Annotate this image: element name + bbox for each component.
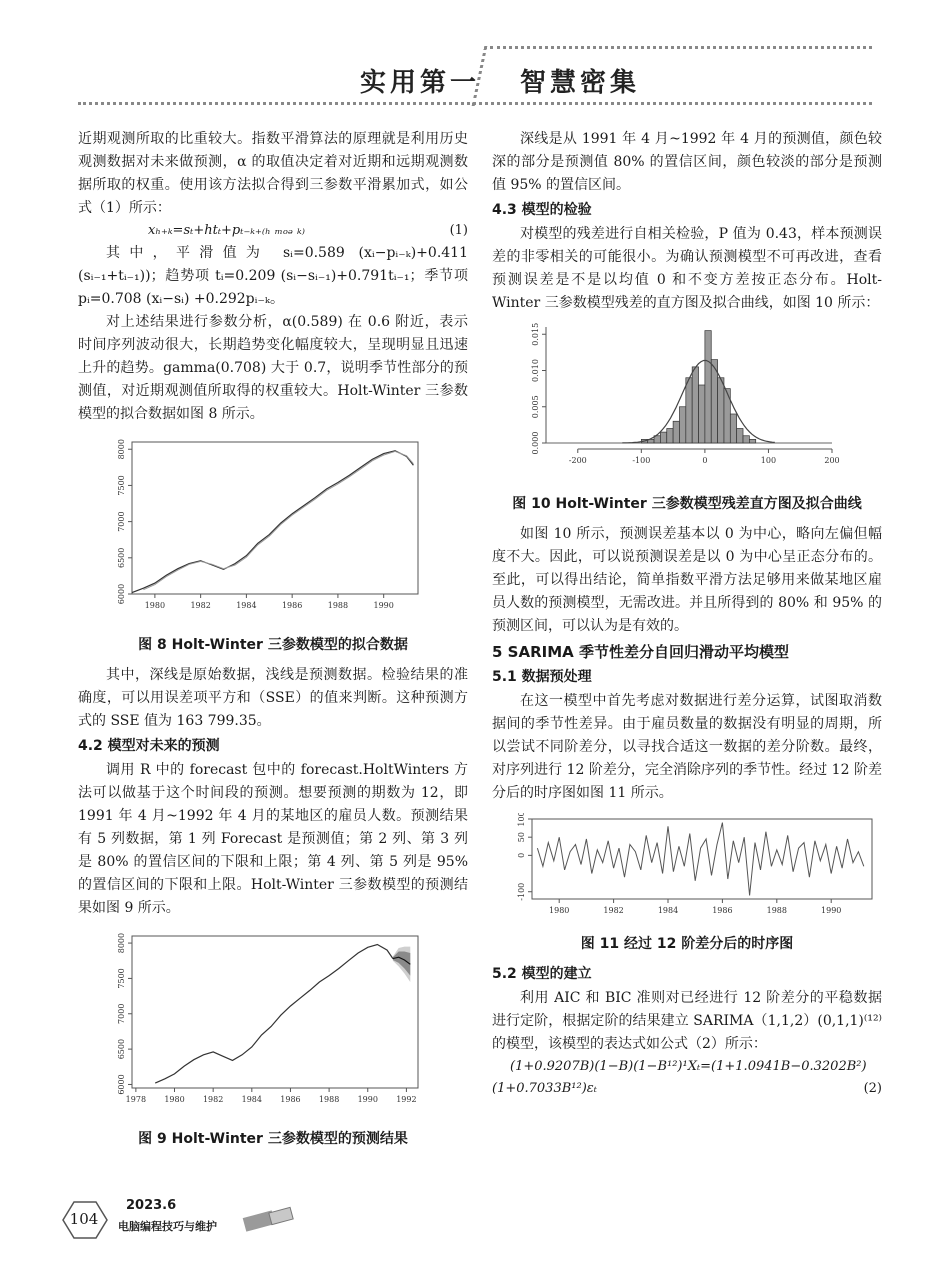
histogram-bar [679,407,685,443]
header-rule-top [490,46,872,49]
y-tick-label: 7000 [117,1003,126,1024]
y-tick-label: 50 [517,832,526,843]
y-tick-label: 7500 [117,968,126,989]
y-tick-label: 6000 [117,583,126,605]
histogram-bar [673,421,679,443]
x-tick-label: 1986 [281,601,303,610]
slogan-right: 智慧密集 [520,68,641,98]
y-tick-label: 100 [517,813,526,827]
histogram-bar [730,414,736,443]
journal-name: 电脑编程技巧与维护 [118,1220,217,1233]
y-tick-label: 0 [517,852,526,858]
figure-8 [78,434,468,658]
x-tick-label: 1980 [164,1095,185,1104]
y-tick-label: -100 [517,882,526,901]
x-tick-label: 1990 [357,1095,378,1104]
formula-1 [78,220,468,242]
journal-slogan [360,62,640,99]
x-tick-label: 1988 [327,601,349,610]
figure-9 [78,928,468,1152]
paragraph: 利用 AIC 和 BIC 准则对已经进行 12 阶差分的平稳数据进行定阶，根据定阶的结果建立 SARIMA（1,1,2）(0,1,1)⁽¹²⁾的模型，该模型的表达式如公式（2）所示： [492,990,882,1052]
y-tick-label: 6500 [117,1038,126,1060]
histogram-bar [737,429,743,444]
y-tick-label: 0.000 [531,431,540,455]
histogram-bar [660,432,666,443]
formula-2-line2 [492,1078,882,1100]
x-tick-label: 1990 [821,906,842,915]
slogan-left: 实用第一 [360,68,481,98]
x-tick-label: 1988 [766,906,787,915]
x-tick-label: 1978 [125,1095,147,1104]
x-tick-label: 1982 [603,906,624,915]
y-tick-label: 7500 [117,475,126,496]
page-header [0,0,950,120]
x-tick-label: 1984 [657,906,679,915]
x-tick-label: 1984 [236,601,257,610]
paragraph: 对模型的残差进行自相关检验，P 值为 0.43，样本预测误差的非零相关的可能很小。为确认预测模型不可再改进，查看预测误差是不是以均值 0 和不变方差按正态分布。Holt-Winter 三参数模型残差的直方图及拟合曲线，如图 10 所示： [492,226,882,311]
series-original-line [132,451,413,593]
x-tick-label: 100 [760,456,777,465]
x-tick-label: -100 [632,456,651,465]
right-column [492,128,882,1100]
formula-number: (1) [449,223,468,238]
paragraph: 近期观测所取的比重较大。指数平滑算法的原理就是利用历史观测数据对未来做预测，α 的取值决定着对近期和远期观测数据所取的权重。使用该方法拟合得到三参数平滑累加式，如公式（1）所示： [78,131,468,216]
x-tick-label: 0 [702,456,708,465]
paragraph: 对上述结果进行参数分析，α(0.589) 在 0.6 附近，表示时间序列波动很大，长期趋势变化幅度较大，呈现明显且迅速上升的趋势。gamma(0.708) 大于 0.7，说明季节性部分的预测值，对近期观测值所取得的权重较大。Holt-Winter 三参数模型的拟合数据如图 8 所示。 [78,314,468,422]
figure-caption: 图 11 经过 12 阶差分后的时序图 [580,936,794,952]
figure-11 [492,813,882,957]
paragraph: 如图 10 所示，预测误差基本以 0 为中心，略向左偏但幅度不大。因此，可以说预测误差是以 0 为中心呈正态分布的。至此，可以得出结论，简单指数平滑方法足够用来做某地区雇员人数的预测模型，无需改进。并且所得到的 80% 和 95% 的预测区间，可以认为是有效的。 [492,526,882,634]
fig8-chart [78,434,468,624]
x-tick-label: 1980 [144,601,166,610]
y-tick-label: 8000 [117,439,126,460]
x-tick-label: 1988 [318,1095,340,1104]
histogram-bar [743,436,749,443]
formula-2-line1 [492,1056,882,1078]
figure-caption: 图 10 Holt-Winter 三参数模型残差直方图及拟合曲线 [512,496,862,512]
y-tick-label: 0.015 [531,323,540,346]
x-tick-label: 200 [824,456,840,465]
x-tick-label: 1984 [241,1095,262,1104]
histogram-bar [692,367,698,443]
plot-frame [132,936,418,1088]
histogram-bar [718,378,724,443]
page-footer [62,1196,302,1246]
x-tick-label: 1982 [202,1095,224,1104]
fig11-chart [492,813,882,923]
fig9-chart [78,928,468,1118]
figure-10 [492,323,882,517]
x-tick-label: 1990 [373,601,394,610]
histogram-bar [699,385,705,443]
paragraph: 其中，深线是原始数据，浅线是预测数据。检验结果的准确度，可以用误差项平方和（SSE）的值来判断。这种预测方式的 SSE 值为 163 799.35。 [78,667,468,729]
section-heading: 4.2 模型对未来的预测 [78,738,220,754]
figure-caption: 图 9 Holt-Winter 三参数模型的预测结果 [138,1131,408,1147]
x-tick-label: 1980 [549,906,570,915]
y-tick-label: 8000 [117,932,126,954]
x-tick-label: 1992 [396,1095,417,1104]
series-original-line [155,945,393,1084]
issue-number: 2023.6 [126,1198,177,1213]
histogram-bar [749,439,755,443]
section-heading: 4.3 模型的检验 [492,202,592,218]
ci80-band [393,952,410,976]
x-tick-label: -200 [568,456,587,465]
histogram-bar [667,429,673,444]
diff-series-line [537,823,863,896]
x-tick-label: 1986 [280,1095,301,1104]
page-number: 104 [69,1210,99,1228]
paragraph: 其中，平滑值为 sᵢ=0.589 (xᵢ−pᵢ₋ₖ)+0.411 (sᵢ₋₁+tᵢ₋₁))；趋势项 tᵢ=0.209 (sᵢ−sᵢ₋₁)+0.791tᵢ₋₁；季节项 pᵢ=0.708 (xᵢ−sᵢ) +0.292pᵢ₋ₖ。 [78,245,468,307]
formula-expression: xₕ₊ₖ=sₜ+htₜ+pₜ₋ₖ₊₍ₕ ₘₒₔ ₖ₎ [148,223,305,238]
y-tick-label: 0.010 [531,359,540,382]
paragraph: 在这一模型中首先考虑对数据进行差分运算，试图取消数据间的季节性差异。由于雇员数量的数据没有明显的周期，所以尝试不同阶差分，以寻找合适这一数据的差分阶数。最终，对序列进行 12 阶差分，完全消除序列的季节性。经过 12 阶差分后的时序图如图 11 所示。 [492,693,882,801]
y-tick-label: 6000 [117,1074,126,1095]
section-heading: 5.2 模型的建立 [492,966,592,982]
y-tick-label: 7000 [117,511,126,532]
formula-expression: (1+0.7033B¹²)εₜ [492,1081,597,1096]
figure-caption: 图 8 Holt-Winter 三参数模型的拟合数据 [138,637,408,653]
y-tick-label: 6500 [117,547,126,568]
formula-expression: (1+0.9207B)(1−B)(1−B¹²)¹Xₜ=(1+1.0941B−0.3202B²) [510,1059,867,1074]
header-rule-bottom [78,102,872,105]
usb-plug-icon [242,1204,302,1236]
section-heading: 5 SARIMA 季节性差分自回归滑动平均模型 [492,643,789,661]
x-tick-label: 1982 [190,601,211,610]
histogram-bar [705,331,711,443]
x-tick-label: 1986 [712,906,733,915]
paragraph: 深线是从 1991 年 4 月~1992 年 4 月的预测值，颜色较深的部分是预测值 80% 的置信区间，颜色较淡的部分是预测值 95% 的置信区间。 [492,131,882,193]
left-column [78,128,468,1158]
histogram-bar [686,378,692,443]
y-tick-label: 0.005 [531,395,540,419]
formula-number: (2) [863,1081,882,1096]
section-heading: 5.1 数据预处理 [492,669,592,685]
paragraph: 调用 R 中的 forecast 包中的 forecast.HoltWinters 方法可以做基于这个时间段的预测。想要预测的期数为 12，即 1991 年 4 月~1992 年 4 月的某地区的雇员人数。预测结果有 5 列数据，第 1 列 Forecast 是预测值；第 2 列、第 3 列是 80% 的置信区间的下限和上限；第 4 列、第 5 列是 95% 的置信区间的下限和上限。Holt-Winter 三参数模型的预测结果如图 9 所示。 [78,762,468,916]
series-fitted-line [143,451,413,589]
fig10-chart [492,323,882,483]
